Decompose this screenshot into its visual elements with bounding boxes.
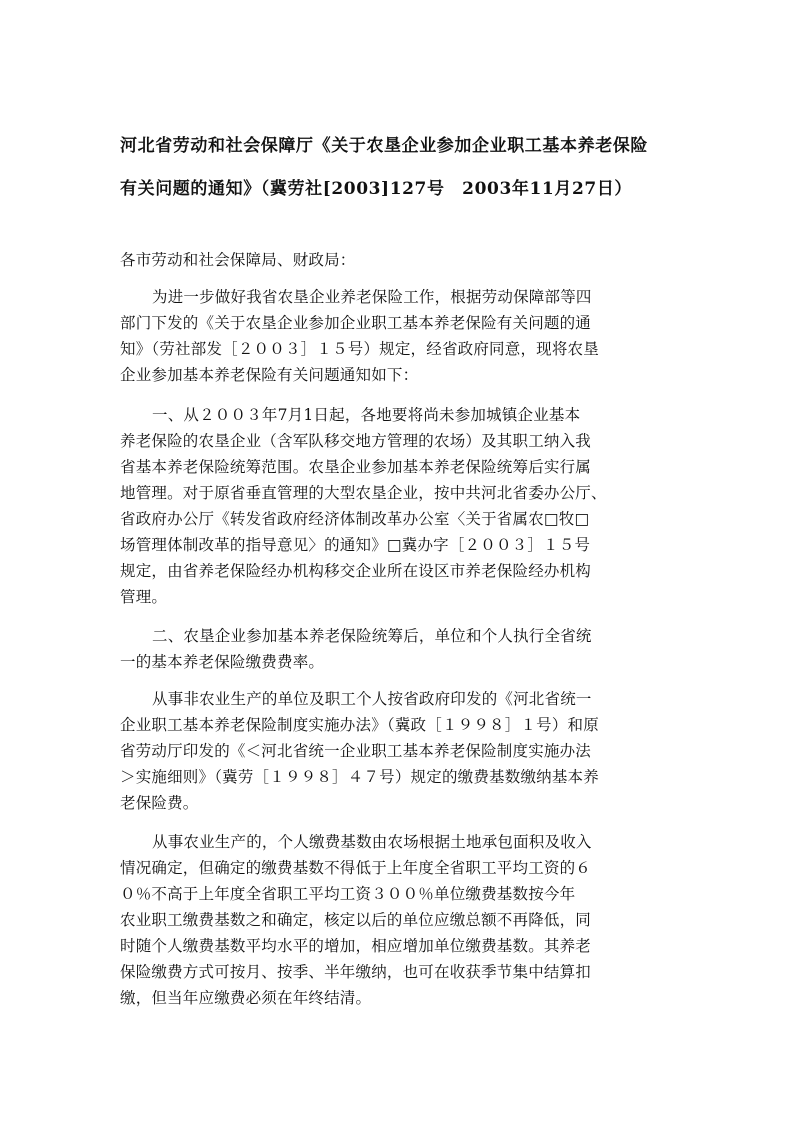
body-line: 部门下发的《关于农垦企业参加企业职工基本养老保险有关问题的通	[120, 314, 592, 332]
body-line: 省政府办公厅《转发省政府经济体制改革办公室〈关于省属农□牧□	[120, 510, 590, 528]
body-line: 规定，由省养老保险经办机构移交企业所在设区市养老保险经办机构	[120, 562, 592, 580]
body-line: 为进一步做好我省农垦企业养老保险工作，根据劳动保障部等四	[152, 288, 592, 306]
body-line: 老保险费。	[120, 794, 199, 812]
body-line: 省劳动厅印发的《＜河北省统一企业职工基本养老保险制度实施办法	[120, 742, 592, 760]
body-line: 管理。	[120, 588, 168, 606]
body-line: 保险缴费方式可按月、按季、半年缴纳，也可在收获季节集中结算扣	[120, 963, 592, 981]
body-line: 企业职工基本养老保险制度实施办法》（冀政［１９９８］１号）和原	[120, 716, 599, 734]
body-line: 从事非农业生产的单位及职工个人按省政府印发的《河北省统一	[152, 690, 592, 708]
body-line: 地管理。对于原省垂直管理的大型农垦企业，按中共河北省委办公厅、	[120, 484, 607, 502]
body-line: 情况确定，但确定的缴费基数不得低于上年度全省职工平均工资的６	[120, 859, 592, 877]
document-title-line-2: 有关问题的通知》（冀劳社[2003]127号 2003年11月27日）	[120, 179, 633, 199]
body-line: 一的基本养老保险缴费费率。	[120, 653, 325, 671]
body-line: 从事农业生产的，个人缴费基数由农场根据土地承包面积及收入	[152, 833, 592, 851]
body-line: ＞实施细则》（冀劳［１９９８］４７号）规定的缴费基数缴纳基本养	[120, 768, 599, 786]
body-line: 省基本养老保险统筹范围。农垦企业参加基本养老保险统筹后实行属	[120, 458, 592, 476]
body-line: 企业参加基本养老保险有关问题通知如下：	[120, 366, 419, 384]
body-line: 场管理体制改革的指导意见〉的通知》□冀办字［２００３］１５号	[120, 536, 591, 554]
body-line: 时随个人缴费基数平均水平的增加，相应增加单位缴费基数。其养老	[120, 937, 592, 955]
body-line: 知》（劳社部发［２００３］１５号）规定，经省政府同意，现将农垦	[120, 340, 599, 358]
body-line: ０％不高于上年度全省职工平均工资３００％单位缴费基数按今年	[120, 885, 576, 903]
body-line: 缴，但当年应缴费必须在年终结清。	[120, 989, 372, 1007]
body-line: 二、农垦企业参加基本养老保险统筹后，单位和个人执行全省统	[152, 627, 592, 645]
salutation: 各市劳动和社会保障局、财政局：	[120, 251, 356, 269]
body-line: 养老保险的农垦企业（含军队移交地方管理的农场）及其职工纳入我	[120, 432, 592, 450]
body-line: 一、从２００３年7月1日起，各地要将尚未参加城镇企业基本	[152, 406, 581, 424]
body-line: 农业职工缴费基数之和确定，核定以后的单位应缴总额不再降低，同	[120, 911, 592, 929]
document-title-line-1: 河北省劳动和社会保障厅《关于农垦企业参加企业职工基本养老保险	[120, 136, 648, 156]
